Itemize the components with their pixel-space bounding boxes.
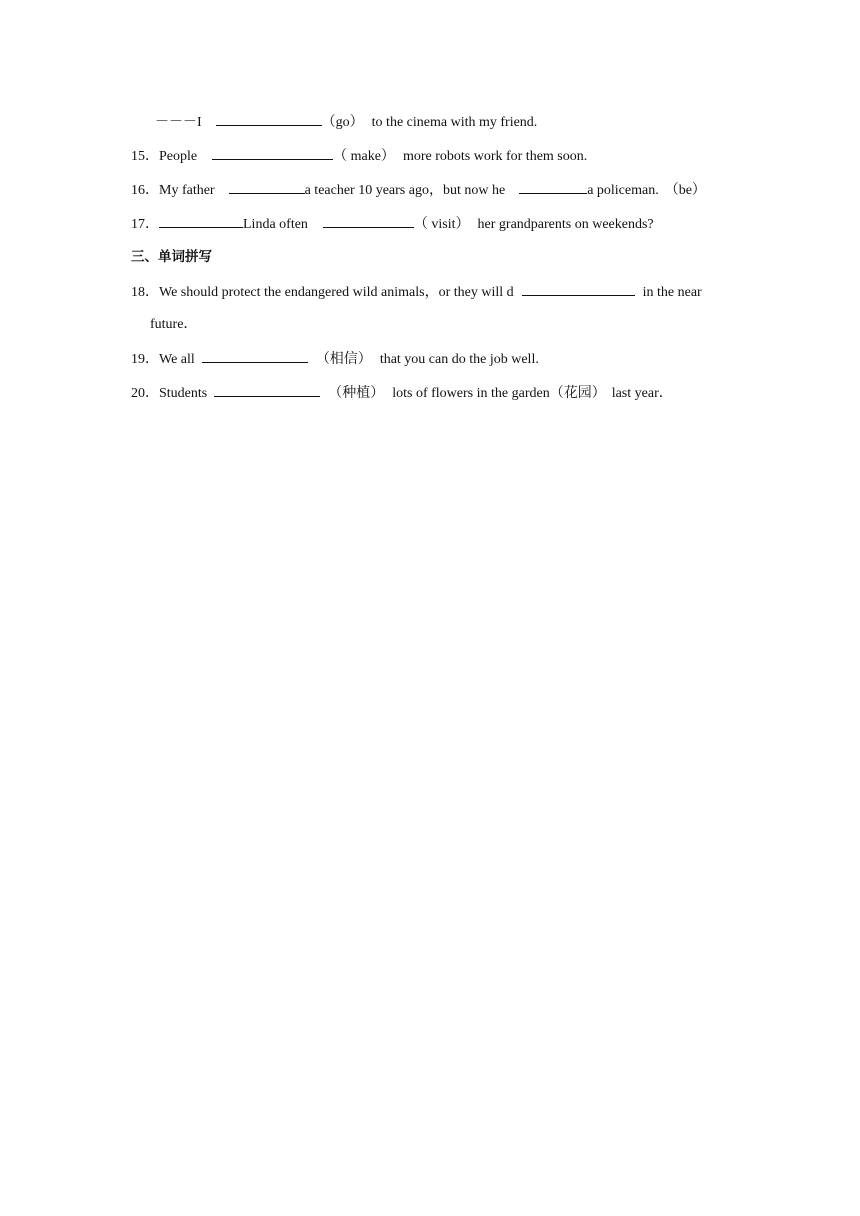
- dialogue-dashes: －－－I: [155, 115, 202, 130]
- verb-hint: （go）: [321, 115, 364, 130]
- sentence-text: that you can do the job well.: [379, 352, 539, 367]
- answer-blank[interactable]: [519, 180, 587, 194]
- question-number: 20．: [131, 386, 159, 401]
- sentence-text: a policeman.: [587, 183, 659, 198]
- sentence-text: her grandparents on weekends?: [477, 217, 654, 232]
- question-20: [131, 383, 673, 404]
- sentence-text: Students: [159, 386, 208, 401]
- sentence-text: My father: [159, 183, 215, 198]
- answer-blank[interactable]: [214, 383, 320, 397]
- section-heading: 三、单词拼写: [131, 249, 212, 265]
- answer-blank[interactable]: [522, 282, 635, 296]
- sentence-text: more robots work for them soon.: [402, 149, 588, 164]
- sentence-text: Linda often: [243, 217, 308, 232]
- sentence-text: in the near: [642, 285, 702, 300]
- sentence-text: lots of flowers in the garden: [392, 386, 550, 401]
- sentence-text: We all: [159, 352, 195, 367]
- sentence-text: We should protect the endangered wild animals，or they will d: [159, 285, 514, 300]
- answer-blank[interactable]: [202, 349, 308, 363]
- sentence-text: to the cinema with my friend.: [371, 115, 538, 130]
- verb-hint: （ make）: [333, 149, 395, 164]
- question-number: 19．: [131, 352, 159, 367]
- question-number: 15．: [131, 149, 159, 164]
- question-number: 16．: [131, 183, 159, 198]
- question-18-line2: future．: [150, 317, 198, 332]
- question-number: 17．: [131, 217, 159, 232]
- question-number: 18．: [131, 285, 159, 300]
- sentence-text: a teacher 10 years ago，but now he: [304, 183, 506, 198]
- question-15: [131, 146, 587, 167]
- answer-blank[interactable]: [229, 180, 305, 194]
- answer-blank[interactable]: [159, 214, 243, 228]
- question-14-continuation: [155, 112, 537, 133]
- question-17: [131, 214, 654, 235]
- question-18: [131, 282, 702, 303]
- chinese-hint: （种植）: [328, 386, 385, 401]
- question-16: [131, 180, 706, 201]
- chinese-hint: （花园）: [549, 386, 606, 401]
- sentence-text: last year．: [611, 386, 673, 401]
- answer-blank[interactable]: [216, 112, 322, 126]
- answer-blank[interactable]: [212, 146, 333, 160]
- question-19: [131, 349, 539, 370]
- answer-blank[interactable]: [323, 214, 414, 228]
- verb-hint: （be）: [664, 183, 706, 198]
- verb-hint: （ visit）: [413, 217, 470, 232]
- sentence-text: People: [159, 149, 198, 164]
- chinese-hint: （相信）: [315, 352, 372, 367]
